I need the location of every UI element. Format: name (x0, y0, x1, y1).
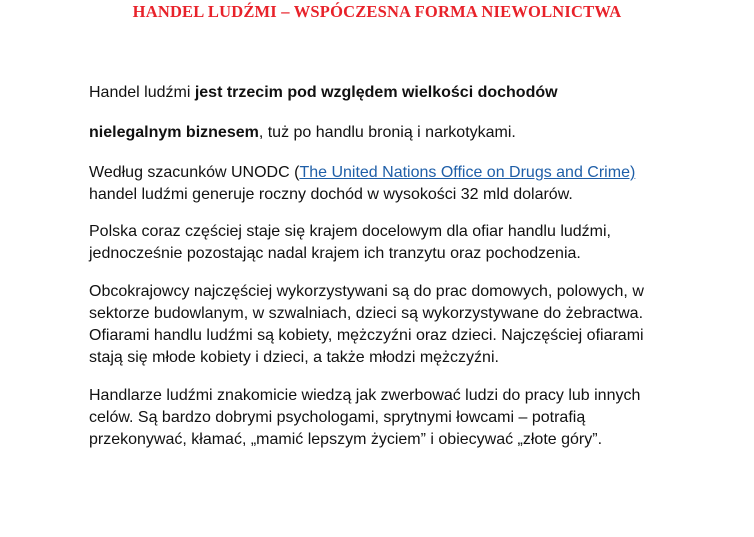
intro-bold-text-2: nielegalnym biznesem (89, 124, 259, 141)
page-title: HANDEL LUDŹMI – WSPÓCZESNA FORMA NIEWOLNICTWA (132, 2, 622, 21)
intro-bold-text: jest trzecim pod względem wielkości dochodów (194, 84, 558, 101)
paragraph-traffickers: Handlarze ludźmi znakomicie wiedzą jak zwerbować ludzi do pracy lub innych celów. Są bardzo dobrymi psychologami, sprytnymi łowcami – potrafią przekonywać, kłamać, „mamić lepszym życiem” i obiecywać „złote góry”. (89, 387, 641, 448)
unodc-text-start: Według szacunków UNODC ( (89, 164, 300, 181)
paragraph-victims: Obcokrajowcy najczęściej wykorzystywani są do prac domowych, polowych, w sektorze budowlanym, w szwalniach, dzieci są wykorzystywane do żebractwa. Ofiarami handlu ludźmi są kobiety, mężczyźni oraz dzieci. Najczęściej ofiarami stają się młode kobiety i dzieci, a także młodzi mężczyźni. (89, 283, 644, 366)
unodc-link[interactable]: The United Nations Office on Drugs and Crime) (299, 164, 636, 181)
intro-text: Handel ludźmi (89, 84, 195, 101)
paragraph-poland: Polska coraz częściej staje się krajem docelowym dla ofiar handlu ludźmi, jednocześnie pozostając nadal krajem ich tranzytu oraz pochodzenia. (89, 223, 611, 262)
paragraph-intro-line2 (89, 122, 679, 144)
unodc-text-end: handel ludźmi generuje roczny dochód w wysokości 32 mld dolarów. (89, 186, 573, 203)
intro-text-2: , tuż po handlu bronią i narkotykami. (258, 124, 516, 141)
document-body (89, 82, 679, 451)
paragraph-intro-line1 (89, 82, 679, 104)
paragraph-unodc (89, 162, 679, 206)
